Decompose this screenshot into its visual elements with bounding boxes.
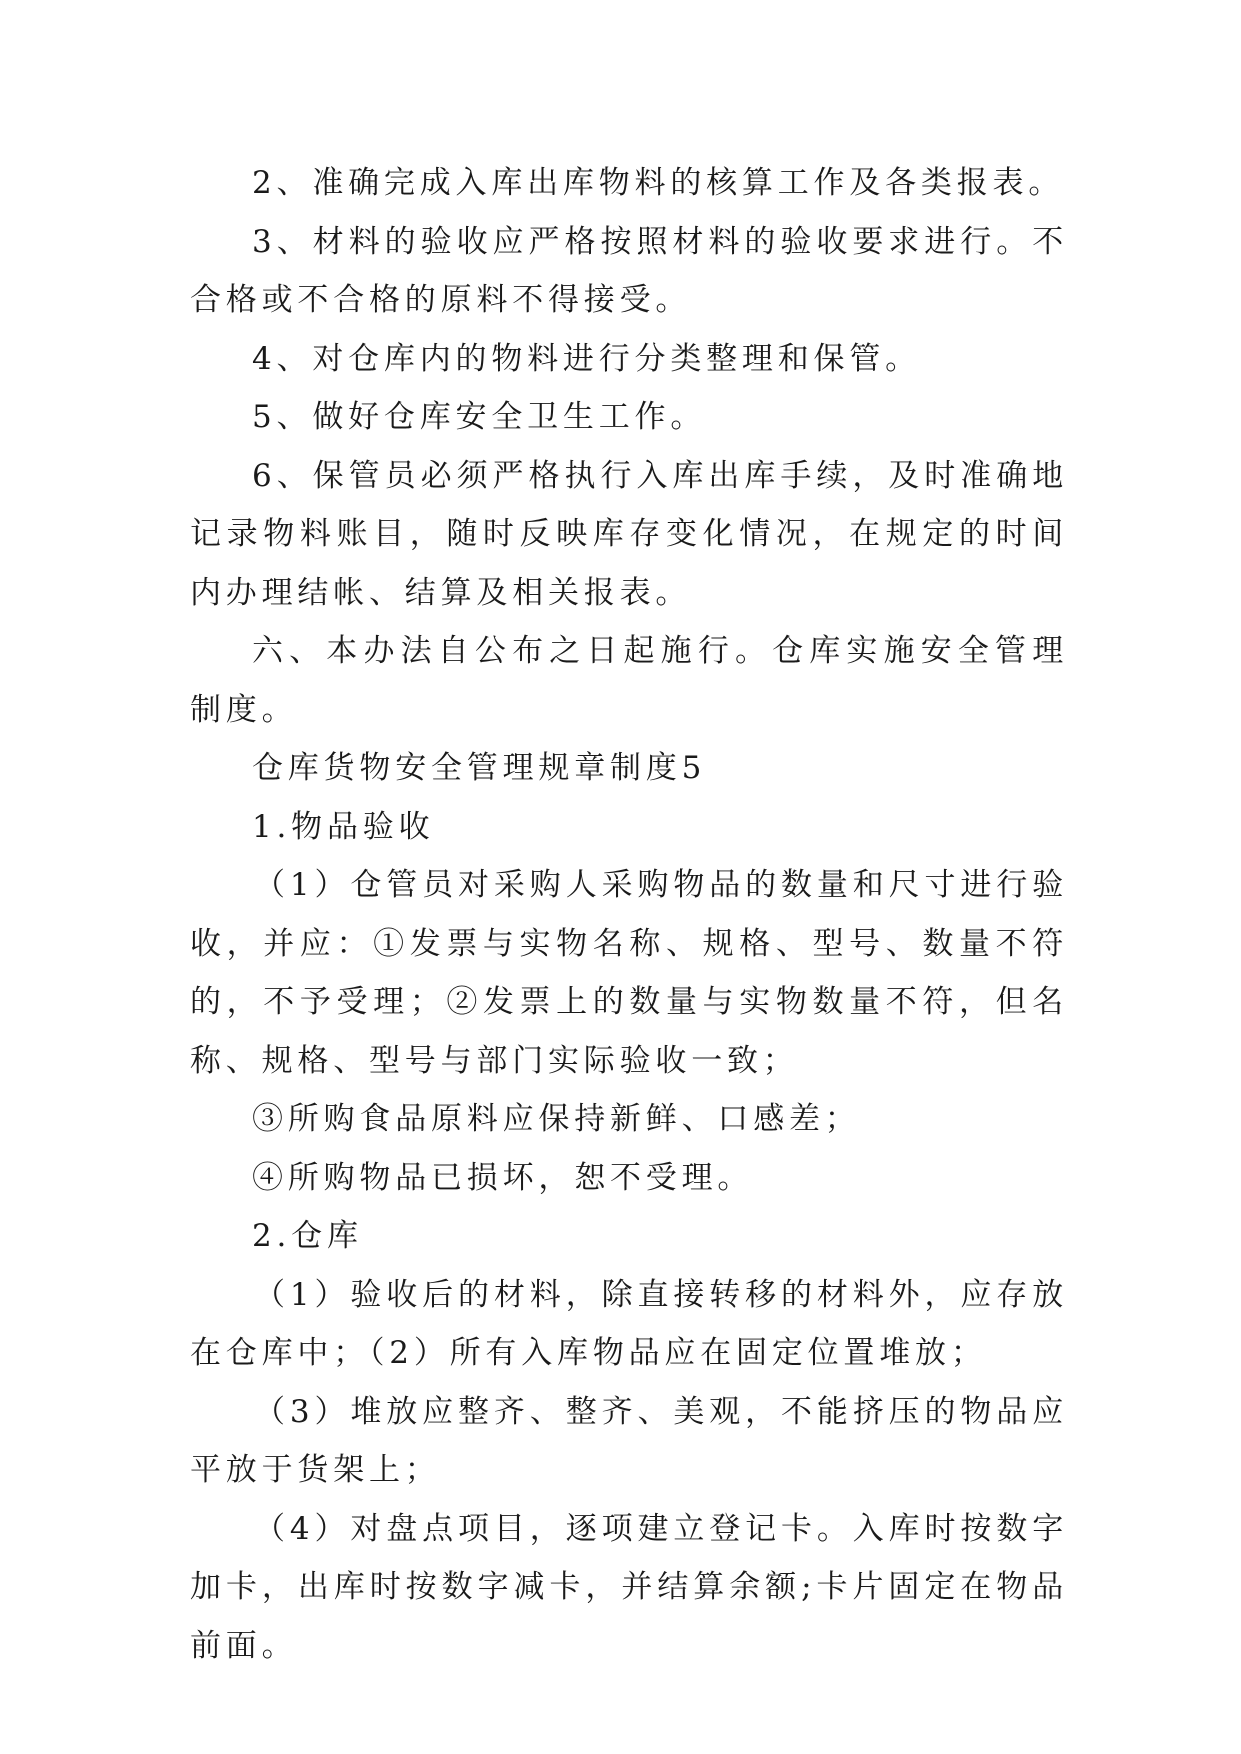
paragraph-acceptance-4: ④所购物品已损坏，恕不受理。	[252, 1159, 754, 1196]
paragraph-warehouse-4: （4）对盘点项目，逐项建立登记卡。入库时按数字加卡，出库时按数字减卡，并结算余额;卡片固定在物品前面。	[190, 1510, 1068, 1664]
paragraph-acceptance-3: ③所购食品原料应保持新鲜、口感差；	[252, 1101, 861, 1137]
paragraph-item-3: 3、材料的验收应严格按照材料的验收要求进行。不合格或不合格的原料不得接受。	[190, 223, 1068, 318]
paragraph-item-2: 2、准确完成入库出库物料的核算工作及各类报表。	[252, 165, 1065, 201]
paragraph-item-5: 5、做好仓库安全卫生工作。	[252, 399, 707, 435]
paragraph-warehouse-1-2: （1）验收后的材料，除直接转移的材料外，应存放在仓库中；（2）所有入库物品应在固定位置堆放；	[190, 1276, 1068, 1371]
subheading-item-acceptance: 1.物品验收	[252, 808, 435, 845]
paragraph-item-4: 4、对仓库内的物料进行分类整理和保管。	[252, 340, 921, 377]
paragraph-warehouse-3: （3）堆放应整齐、整齐、美观，不能挤压的物品应平放于货架上；	[190, 1393, 1068, 1488]
paragraph-section-6: 六、本办法自公布之日起施行。仓库实施安全管理制度。	[190, 633, 1068, 728]
paragraph-item-6: 6、保管员必须严格执行入库出库手续，及时准确地记录物料账目，随时反映库存变化情况，在规定的时间内办理结帐、结算及相关报表。	[190, 457, 1068, 611]
subheading-warehouse: 2.仓库	[252, 1218, 363, 1254]
section-heading: 仓库货物安全管理规章制度5	[252, 750, 707, 786]
paragraph-acceptance-1: （1）仓管员对采购人采购物品的数量和尺寸进行验收，并应：①发票与实物名称、规格、型号、数量不符的，不予受理；②发票上的数量与实物数量不符，但名称、规格、型号与部门实际验收一致；	[190, 867, 1068, 1079]
document-body	[190, 154, 1068, 1675]
